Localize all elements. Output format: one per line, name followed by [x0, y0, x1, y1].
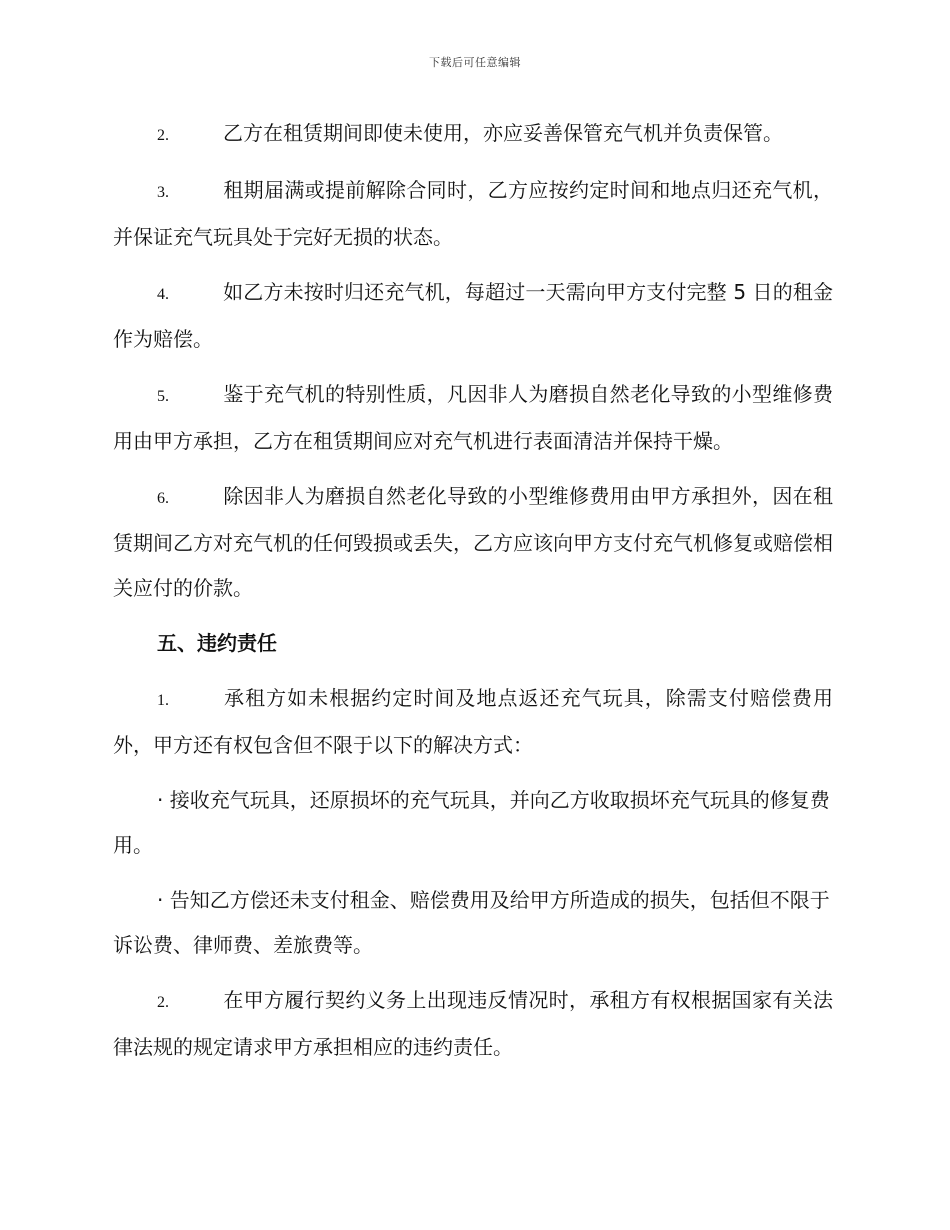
clause-text: 在甲方履行契约义务上出现违反情况时，承租方有权根据国家有关法律法规的规定请求甲方承担相应的违约责任。: [113, 988, 833, 1059]
clause-item: [113, 474, 833, 611]
clause-item: [113, 978, 833, 1070]
clause-number: 1.: [157, 692, 169, 709]
clause-number: 6.: [157, 490, 169, 507]
clause-item: [113, 270, 833, 362]
bullet-item: · 告知乙方偿还未支付租金、赔偿费用及给甲方所造成的损失，包括但不限于诉讼费、律师费、差旅费等。: [113, 888, 830, 957]
clause-item: [113, 168, 833, 260]
clause-number: 2.: [157, 994, 169, 1011]
bullet-item: · 接收充气玩具，还原损坏的充气玩具，并向乙方收取损坏充气玩具的修复费用。: [113, 788, 830, 857]
clause-text: 乙方在租赁期间即使未使用，亦应妥善保管充气机并负责保管。: [223, 121, 783, 145]
document-body: [113, 111, 833, 1080]
clause-number: 4.: [157, 286, 169, 303]
clause-number: 2.: [157, 127, 169, 144]
clause-item: [113, 111, 833, 158]
clause-text: 承租方如未根据约定时间及地点返还充气玩具，除需支付赔偿费用外，甲方还有权包含但不限于以下的解决方式：: [113, 686, 833, 757]
section-heading: 五、违约责任: [157, 631, 277, 655]
page-header: 下载后可任意编辑: [429, 56, 521, 69]
clause-item: [113, 676, 833, 768]
clause-text: 租期届满或提前解除合同时，乙方应按约定时间和地点归还充气机，并保证充气玩具处于完好无损的状态。: [113, 178, 833, 249]
clause-number: 5.: [157, 388, 169, 405]
clause-text: 鉴于充气机的特别性质，凡因非人为磨损自然老化导致的小型维修费用由甲方承担，乙方在租赁期间应对充气机进行表面清洁并保持干燥。: [113, 382, 833, 453]
clause-text: 如乙方未按时归还充气机，每超过一天需向甲方支付完整 5 日的租金作为赔偿。: [113, 280, 833, 351]
clause-number: 3.: [157, 184, 169, 201]
clause-item: [113, 372, 833, 464]
clause-text: 除因非人为磨损自然老化导致的小型维修费用由甲方承担外，因在租赁期间乙方对充气机的任何毁损或丢失，乙方应该向甲方支付充气机修复或赔偿相关应付的价款。: [113, 484, 833, 600]
